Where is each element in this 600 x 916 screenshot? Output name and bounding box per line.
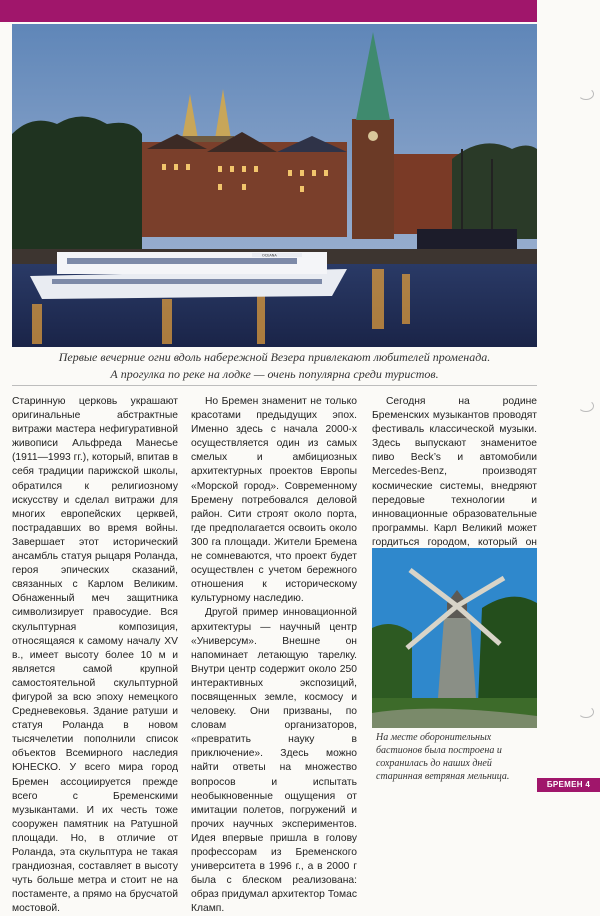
paragraph: Другой пример инновационной архитектуры — научный центр «Универсум». Внешне он напоминает летающую тарелку. Внутри центр содержит около 250 интерактивных экспозиций, посвященных земле, космосу и человеку. Они призваны, по словам организаторов, «превратить науку в приключение». Здесь можно найти ответы на множество вопросов и испытать необыкновенные ощущения от имитации полетов, погружений и прочих научных экспериментов. Идея впервые пришла в голову профессорам из Бременского университета в 1996 г., а в 2000 г была с блеском реализована: образ придумал архитектор Томас Кламп. bbox=[191, 607, 357, 915]
river-night-scene bbox=[12, 24, 537, 347]
text-column-3 bbox=[372, 395, 537, 564]
windmill-caption: На месте оборонительных бастионов была построена и сохранилась до наших дней старинная ветряная мельница. bbox=[376, 732, 510, 782]
binder-ring bbox=[578, 706, 594, 718]
photo-caption-line-2: А прогулка по реке на лодке — очень популярна среди туристов. bbox=[110, 367, 439, 381]
paragraph: Но Бремен знаменит не только красотами предыдущих эпох. Именно здесь с начала 2000-х осуществляется один из самых смелых и амбициозных архитектурных проектов Европы «Морской город». Современному Бремену потребовался деловой район. Сити строят около порта, где предполагается освоить около 300 га площади. Жители Бремена не сомневаются, что проект будет осуществлен с учетом бережного отношения к историческому культурному наследию. bbox=[191, 396, 357, 605]
binder-ring bbox=[578, 88, 594, 100]
paragraph: Сегодня на родине Бременских музыкантов проводят фестиваль классической музыки. Здесь выпускают знаменитое пиво Beck’s и автомобили Mercedes-Benz, производят космические системы, внедряют передовые технологии и инновационные образовательные программы. Карл Великий может гордиться городом, который он bbox=[372, 396, 537, 548]
header-color-bar bbox=[0, 0, 537, 22]
binder-ring bbox=[578, 400, 594, 412]
boat-name-label: OCEANA bbox=[262, 253, 277, 258]
text-column-1 bbox=[12, 395, 178, 916]
text-column-2 bbox=[191, 395, 357, 916]
paragraph: Старинную церковь украшают оригинальные абстрактные витражи мастера нефигуративной живописи Альфреда Манесье (1911—1993 гг.), который, впитав в себя традиции парижской школы, обратился к религиозному искусству и сделал витражи для многих европейских церквей, пострадавших во время войны. Завершает этот исторический ансамбль статуя рыцаря Роланда, героя эпических сказаний, связанных с Карлом Великим. Обнаженный меч защитника символизирует правосудие. Вся скульптурная композиция, относящаяся к самому началу XV в., имеет высоту более 10 м и является самой крупной самостоятельной скульптурной фигурой за всю эпоху немецкого Средневековья. Здание ратуши и статуя Роланда в новом тысячелетии пополнили список объектов Всемирного наследия ЮНЕСКО. У всего мира город Бремен ассоциируется прежде всего с Бременскими музыкантами. И их честь тоже сооружен памятник на Ратушной площади. Но, в отличие от Роланда, эта скульптура не такая грандиозная, составляет в высоту чуть больше метра и стоит не на постаменте, а прямо на брусчатой мостовой. bbox=[12, 396, 178, 915]
tall-ship-hull bbox=[417, 229, 517, 251]
photo-caption-line-1: Первые вечерние огни вдоль набережной Везера привлекают любителей променада. bbox=[58, 350, 491, 364]
photo-caption bbox=[12, 349, 537, 383]
windmill-tower bbox=[438, 618, 476, 698]
tower-clock bbox=[368, 131, 378, 141]
windmill-photo bbox=[372, 548, 537, 728]
trees-left bbox=[12, 117, 142, 265]
section-tab: БРЕМЕН 4 bbox=[537, 778, 600, 792]
caption-divider bbox=[12, 385, 537, 386]
river-photo bbox=[12, 24, 537, 347]
windmill-scene bbox=[372, 548, 537, 728]
